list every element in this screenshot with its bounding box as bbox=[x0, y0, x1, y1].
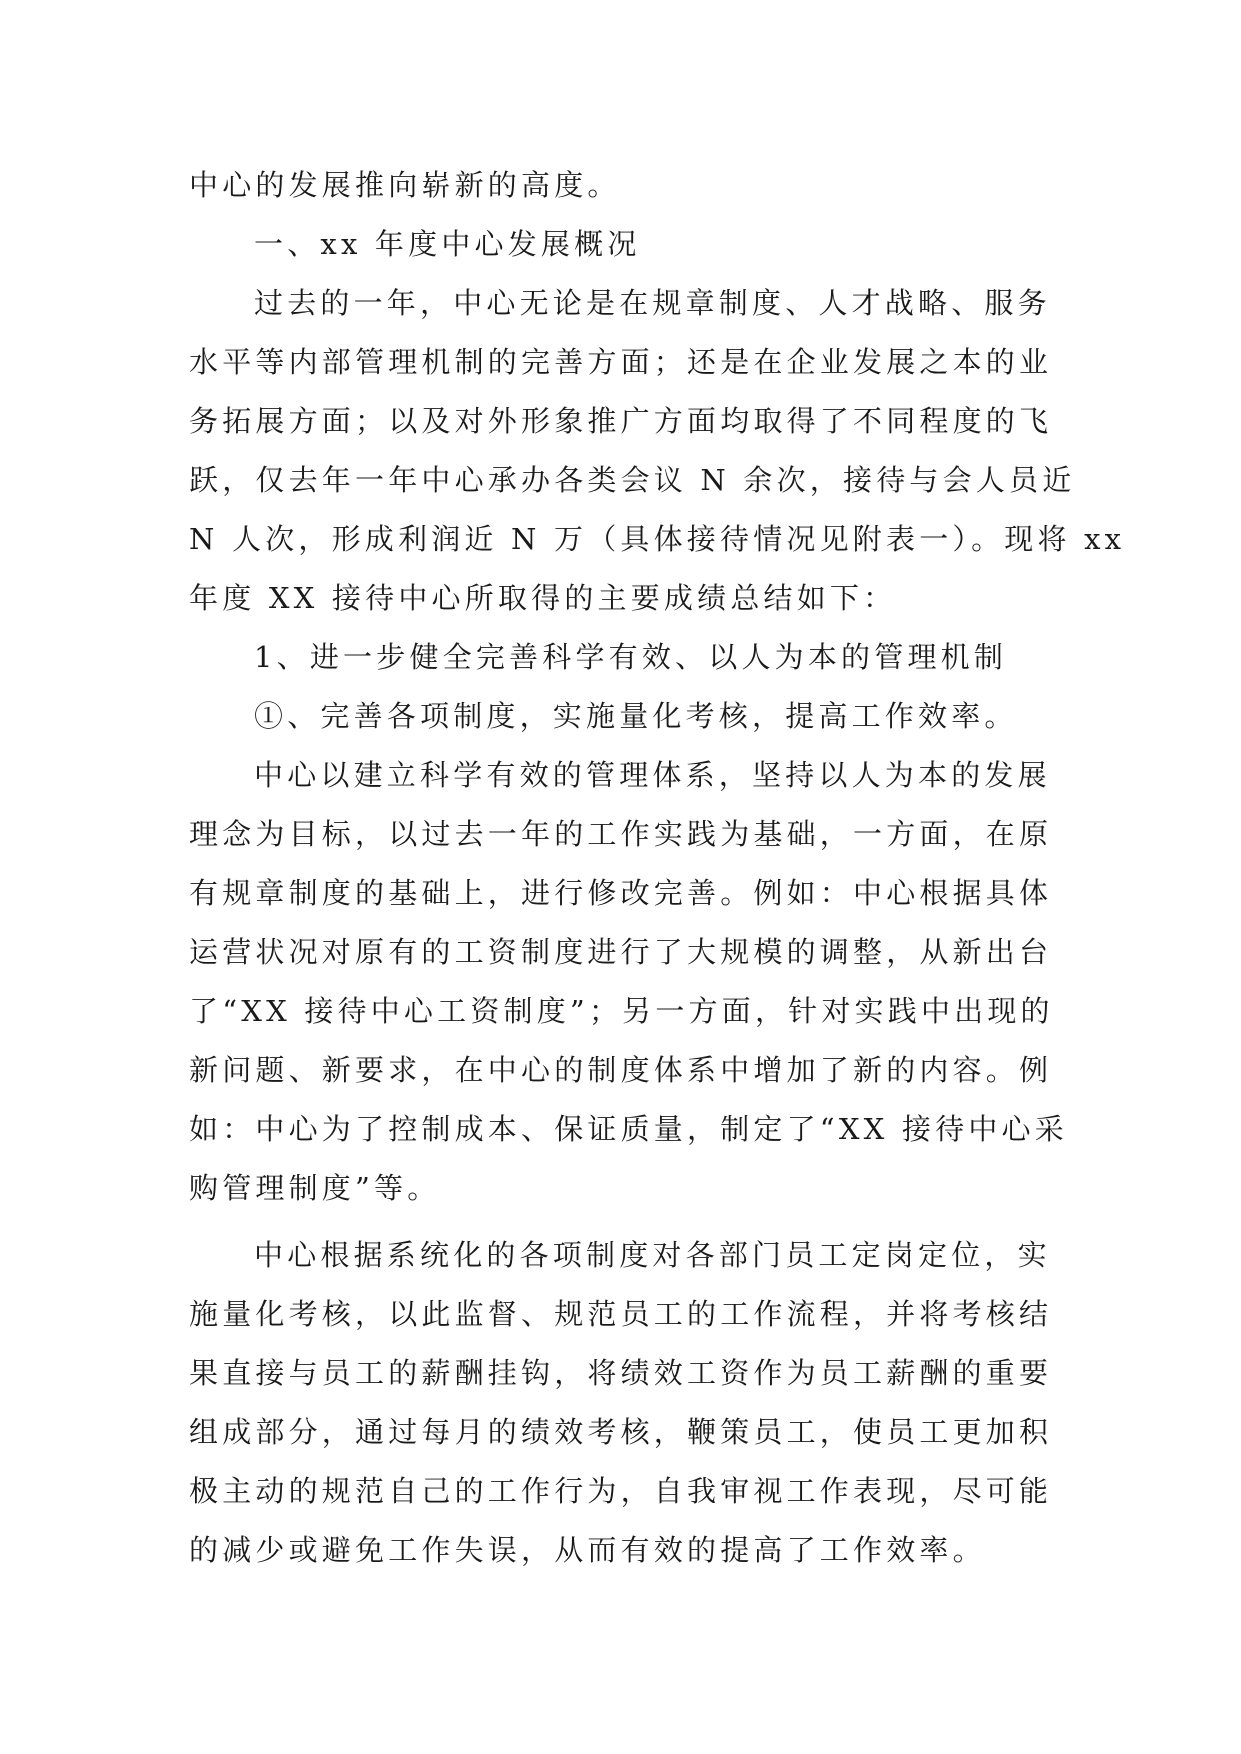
paragraph-line: 中心根据系统化的各项制度对各部门员工定岗定位，实 bbox=[254, 1238, 1051, 1272]
paragraph-line: 运营状况对原有的工资制度进行了大规模的调整，从新出台 bbox=[189, 935, 1053, 969]
paragraph-line: 果直接与员工的薪酬挂钩，将绩效工资作为员工薪酬的重要 bbox=[189, 1356, 1053, 1390]
paragraph-line: 极主动的规范自己的工作行为，自我审视工作表现，尽可能 bbox=[189, 1474, 1053, 1508]
paragraph-line: 有规章制度的基础上，进行修改完善。例如：中心根据具体 bbox=[189, 876, 1053, 910]
paragraph-line: 过去的一年，中心无论是在规章制度、人才战略、服务 bbox=[254, 286, 1051, 320]
paragraph-line: 了“XX 接待中心工资制度”；另一方面，针对实践中出现的 bbox=[189, 994, 1054, 1028]
paragraph-line: 组成部分，通过每月的绩效考核，鞭策员工，使员工更加积 bbox=[189, 1415, 1053, 1449]
paragraph-line: N 人次，形成利润近 N 万（具体接待情况见附表一）。现将 xx bbox=[189, 522, 1126, 556]
paragraph-line: 年度 XX 接待中心所取得的主要成绩总结如下： bbox=[189, 581, 897, 615]
section-heading: 一、xx 年度中心发展概况 bbox=[254, 227, 641, 261]
paragraph-line: 购管理制度”等。 bbox=[189, 1171, 441, 1205]
item-heading: ①、完善各项制度，实施量化考核，提高工作效率。 bbox=[254, 699, 1018, 733]
paragraph-line: 理念为目标，以过去一年的工作实践为基础，一方面，在原 bbox=[189, 817, 1053, 851]
paragraph-line: 如：中心为了控制成本、保证质量，制定了“XX 接待中心采 bbox=[189, 1112, 1068, 1146]
paragraph-line: 务拓展方面；以及对外形象推广方面均取得了不同程度的飞 bbox=[189, 404, 1053, 438]
paragraph-line: 施量化考核，以此监督、规范员工的工作流程，并将考核结 bbox=[189, 1297, 1053, 1331]
paragraph-line: 新问题、新要求，在中心的制度体系中增加了新的内容。例 bbox=[189, 1053, 1053, 1087]
paragraph-line: 的减少或避免工作失误，从而有效的提高了工作效率。 bbox=[189, 1533, 986, 1567]
paragraph-line: 水平等内部管理机制的完善方面；还是在企业发展之本的业 bbox=[189, 345, 1053, 379]
paragraph-line: 跃，仅去年一年中心承办各类会议 N 余次，接待与会人员近 bbox=[189, 463, 1076, 497]
document-body bbox=[189, 156, 1126, 1580]
text-line: 中心的发展推向崭新的高度。 bbox=[189, 168, 621, 202]
subsection-heading: 1、进一步健全完善科学有效、以人为本的管理机制 bbox=[254, 640, 1008, 674]
paragraph-line: 中心以建立科学有效的管理体系，坚持以人为本的发展 bbox=[254, 758, 1051, 792]
